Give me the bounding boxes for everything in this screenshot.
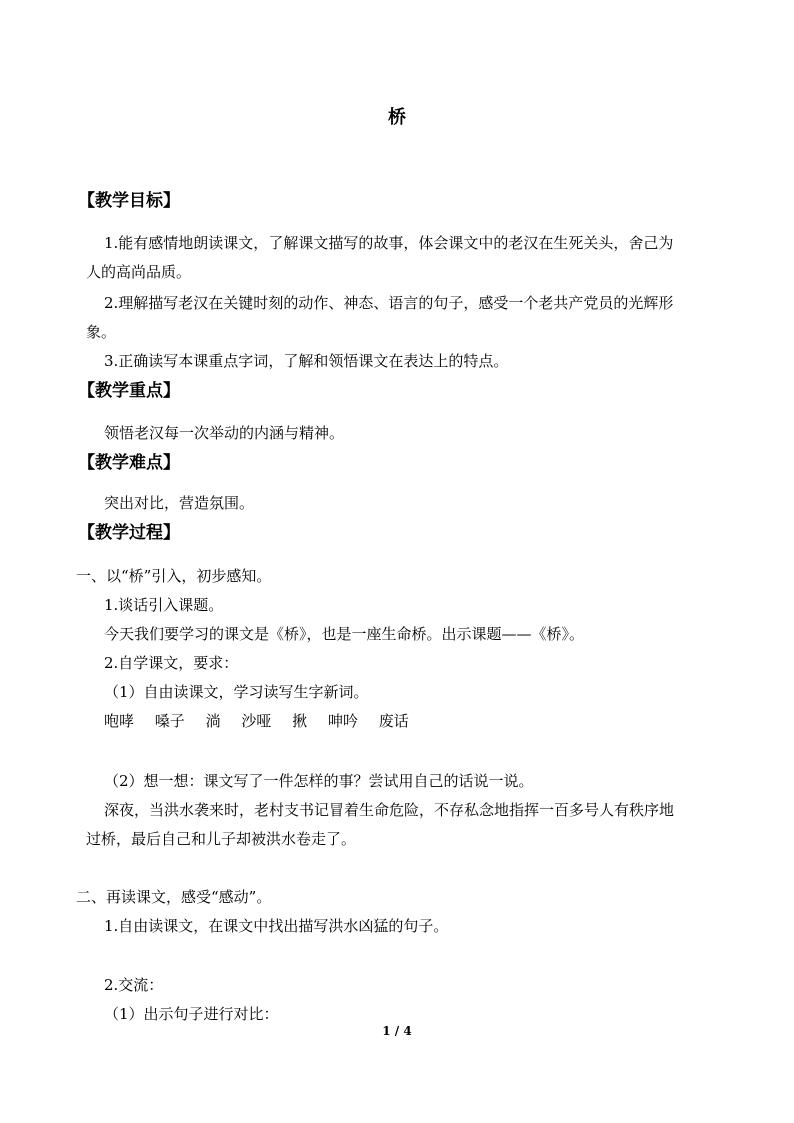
section-1-sub-2: （2）想一想：课文写了一件怎样的事？尝试用自己的话说一说。 bbox=[104, 772, 534, 790]
objective-3: 3.正确读写本课重点字词，了解和领悟课文在表达上的特点。 bbox=[104, 352, 509, 370]
key-points-heading: 【教学重点】 bbox=[78, 381, 180, 401]
section-1-summary-line-2: 过桥，最后自己和儿子却被洪水卷走了。 bbox=[86, 830, 357, 848]
section-1-item-1-text: 今天我们要学习的课文是《桥》，也是一座生命桥。出示课题——《桥》。 bbox=[104, 625, 585, 643]
section-1-item-2: 2.自学课文，要求： bbox=[104, 654, 239, 672]
objective-2-line-1: 2.理解描写老汉在关键时刻的动作、神态、语言的句子，感受一个老共产党员的光辉形 bbox=[104, 294, 674, 312]
vocabulary-list bbox=[104, 710, 425, 732]
vocab-word: 咆哮 bbox=[104, 712, 135, 730]
section-1-summary-line-1: 深夜，当洪水袭来时，老村支书记冒着生命危险，不存私念地指挥一百多号人有秩序地 bbox=[104, 801, 675, 819]
vocab-word: 废话 bbox=[378, 712, 409, 730]
section-1-sub-1: （1）自由读课文，学习读写生字新词。 bbox=[104, 683, 369, 701]
vocab-word: 呻吟 bbox=[327, 712, 358, 730]
difficult-points-text: 突出对比，营造氛围。 bbox=[104, 494, 255, 512]
objective-2-line-2: 象。 bbox=[86, 323, 117, 341]
page-number: 1 / 4 bbox=[382, 1024, 412, 1038]
objective-1-line-1: 1.能有感情地朗读课文，了解课文描写的故事，体会课文中的老汉在生死关头，舍己为 bbox=[104, 234, 674, 252]
vocab-word: 沙哑 bbox=[241, 712, 272, 730]
section-2-sub-1: （1）出示句子进行对比： bbox=[104, 1005, 279, 1023]
difficult-points-heading: 【教学难点】 bbox=[78, 453, 180, 473]
section-2-item-1: 1.自由读课文，在课文中找出描写洪水凶猛的句子。 bbox=[104, 917, 449, 935]
key-points-text: 领悟老汉每一次举动的内涵与精神。 bbox=[104, 424, 345, 442]
vocab-word: 淌 bbox=[205, 712, 221, 730]
objective-1-line-2: 人的高尚品质。 bbox=[86, 263, 192, 281]
vocab-word: 嗓子 bbox=[154, 712, 185, 730]
document-title: 桥 bbox=[388, 107, 406, 128]
section-2-title: 二、再读课文，感受“感动”。 bbox=[76, 888, 272, 906]
section-1-title: 一、以“桥”引入，初步感知。 bbox=[76, 567, 272, 585]
process-heading: 【教学过程】 bbox=[78, 523, 180, 543]
section-1-item-1: 1.谈话引入课题。 bbox=[104, 596, 224, 614]
section-2-item-2: 2.交流： bbox=[104, 976, 164, 994]
objectives-heading: 【教学目标】 bbox=[78, 191, 180, 211]
vocab-word: 揪 bbox=[292, 712, 308, 730]
